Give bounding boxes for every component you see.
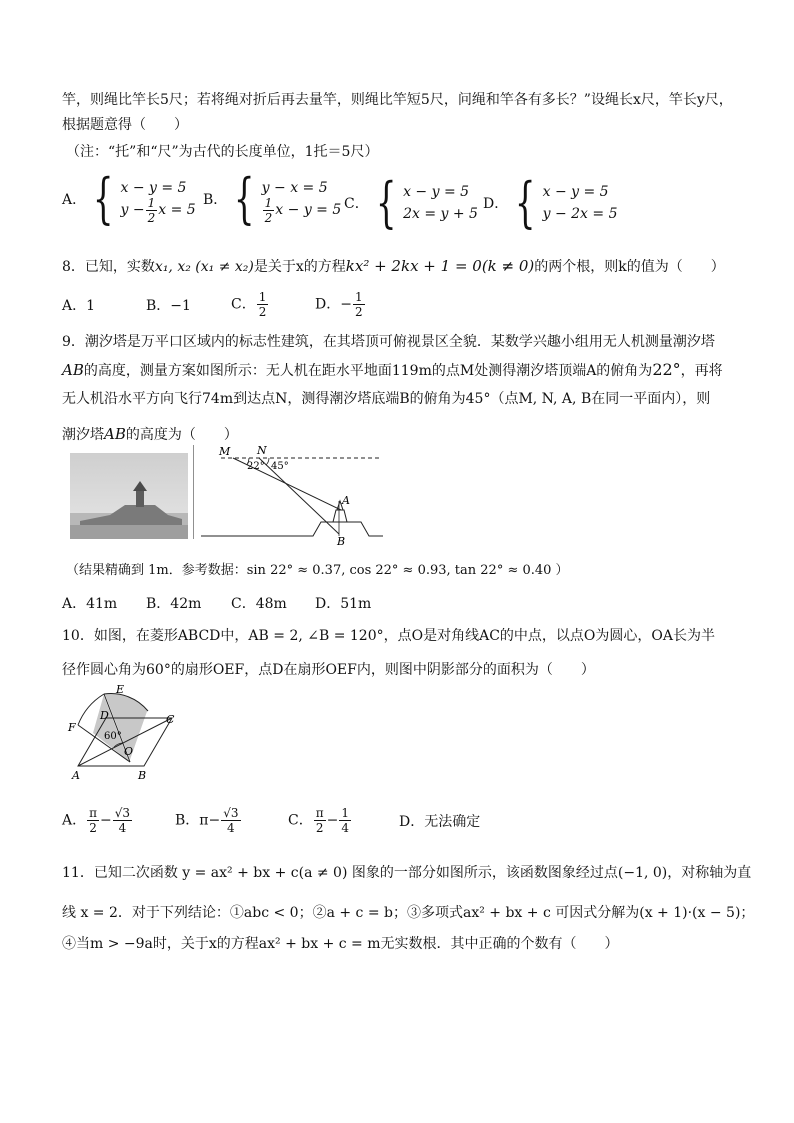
q8-option-a: A．1	[62, 298, 96, 314]
brace-icon: {	[92, 167, 114, 230]
label-b: B	[337, 535, 346, 546]
label-a: A	[342, 494, 350, 507]
equation: y − 2x = 5	[542, 206, 618, 222]
q8-option-b: B．−1	[146, 298, 191, 314]
stem-text: 的高度，测量方案如图所示：无人机在距水平地面119m的点M处测得潮汐塔顶端A的俯角为	[83, 363, 653, 379]
denominator: 2	[147, 210, 156, 225]
angle-arc-45	[266, 458, 269, 465]
option-label: A．	[62, 192, 87, 208]
q10-option-b	[175, 806, 242, 835]
label-e: E	[116, 683, 125, 696]
equation: x − y = 5	[542, 184, 609, 200]
tower-outline	[333, 510, 347, 522]
q7-option-a	[62, 167, 196, 230]
option-label: D．−	[315, 296, 352, 313]
option-label: B．π−	[175, 812, 221, 829]
option-label: A．	[62, 812, 87, 829]
stem-text: ，再将	[680, 363, 723, 379]
q7-option-d	[483, 171, 618, 234]
q10-option-a	[62, 806, 133, 835]
q7-option-b	[203, 167, 342, 230]
q11-stem-line3: ④当m > −9a时，关于x的方程ax² + bx + c = m无实数根．其中正确的个数有（ ）	[62, 936, 619, 952]
option-label: C．	[344, 196, 369, 212]
label-angle-45: 45°	[271, 461, 289, 472]
fraction	[221, 806, 240, 835]
operator: −	[100, 812, 112, 829]
denominator: 2	[354, 305, 363, 319]
label-a: A	[72, 769, 80, 782]
label-n: N	[257, 444, 267, 457]
label-d: D	[100, 709, 109, 722]
option-label: B．	[203, 192, 228, 208]
numerator: 1	[264, 195, 273, 210]
q8-option-d	[315, 290, 366, 319]
numerator: √3	[114, 806, 131, 820]
q9-option-d: D．51m	[315, 596, 372, 612]
stem-text: 8．已知，实数	[62, 259, 155, 275]
tower-photo	[70, 453, 188, 539]
denominator: 4	[341, 821, 349, 835]
fraction	[263, 196, 275, 225]
q11-stem-line2: 线 x = 2．对于下列结论：①abc < 0；②a + c = b；③多项式ax² + bx + c 可因式分解为(x + 1)·(x − 5)；	[62, 905, 755, 921]
stem-text: 的高度为（ ）	[125, 427, 238, 443]
stem-text: 的两个根，则k的值为（ ）	[534, 259, 725, 275]
q10-option-d: D．无法确定	[399, 814, 481, 830]
label-b: B	[138, 769, 147, 782]
q7-stem-line1: 竿，则绳比竿长5尺；若将绳对折后再去量竿，则绳比竿短5尺，问绳和竿各有多长？”设绳长x尺，竿长y尺，	[62, 92, 733, 108]
tower-base-outline	[201, 522, 383, 536]
denominator: 2	[89, 821, 97, 835]
label-o: O	[124, 745, 134, 758]
math-ab: AB	[62, 361, 84, 379]
q8-stem	[62, 256, 725, 277]
q9-stem-line3: 无人机沿水平方向飞行74m到达点N，测得潮汐塔底端B的俯角为45°（点M, N, A, B在同一平面内），则	[62, 391, 711, 407]
angle-22: 22°	[652, 360, 681, 379]
denominator: 2	[264, 210, 273, 225]
option-label: C．	[288, 812, 313, 829]
shaded-region	[93, 693, 148, 762]
fraction	[314, 806, 326, 835]
q7-option-c	[344, 171, 478, 234]
label-f: F	[68, 721, 76, 734]
brace-icon: {	[375, 171, 397, 234]
photo-base	[70, 525, 188, 539]
q7-note: （注：“托”和“尺”为古代的长度单位，1托＝5尺）	[66, 144, 379, 160]
eq-part: x − y = 5	[275, 202, 342, 218]
q9-diagram	[193, 444, 385, 546]
option-label: D．	[483, 196, 509, 212]
q8-option-c	[231, 290, 269, 319]
numerator: π	[89, 806, 98, 820]
q9-option-b: B．42m	[146, 596, 202, 612]
q9-stem-line4	[62, 424, 238, 445]
photo-tower	[136, 491, 144, 507]
q9-option-a: A．41m	[62, 596, 118, 612]
math-ab: AB	[104, 425, 126, 443]
label-m: M	[219, 445, 231, 458]
q9-option-c: C．48m	[231, 596, 287, 612]
fraction	[87, 806, 99, 835]
fraction	[339, 806, 351, 835]
fraction	[353, 290, 365, 319]
q10-stem-line1: 10．如图，在菱形ABCD中，AB = 2, ∠B = 120°，点O是对角线AC的中点，以点O为圆心，OA长为半	[62, 628, 715, 644]
denominator: 4	[227, 821, 235, 835]
stem-text: 潮汐塔	[62, 427, 104, 443]
numerator: π	[315, 806, 324, 820]
q10-diagram	[64, 683, 188, 783]
q7-stem-line2: 根据题意得（ ）	[62, 117, 188, 133]
numerator: √3	[223, 806, 239, 820]
fraction	[113, 806, 132, 835]
fraction	[146, 196, 158, 225]
math-equation: kx² + 2kx + 1 = 0(k ≠ 0)	[345, 257, 535, 275]
eq-part: y −	[120, 202, 145, 218]
label-c: C	[166, 713, 175, 726]
brace-icon: {	[234, 167, 255, 230]
q10-stem-line2: 径作圆心角为60°的扇形OEF，点D在扇形OEF内，则图中阴影部分的面积为（ ）	[62, 662, 595, 678]
equation	[120, 195, 196, 225]
label-angle-60: 60°	[104, 731, 122, 742]
q9-stem-line1: 9．潮汐塔是万平口区域内的标志性建筑，在其塔顶可俯视景区全貌．某数学兴趣小组用无人机测量潮汐塔	[62, 334, 715, 350]
denominator: 2	[315, 821, 324, 835]
q11-stem-line1: 11．已知二次函数 y = ax² + bx + c(a ≠ 0) 图象的一部分如图所示，该函数图象经过点(−1, 0)，对称轴为直	[62, 865, 752, 881]
stem-text: 是关于x的方程	[253, 259, 346, 275]
numerator: 1	[354, 290, 363, 304]
operator: −	[326, 812, 339, 829]
option-label: C．	[231, 296, 256, 313]
equation: 2x = y + 5	[403, 206, 478, 222]
equation: x − y = 5	[403, 184, 470, 200]
q10-option-c	[288, 806, 352, 835]
equation	[262, 195, 342, 225]
equation: y − x = 5	[261, 180, 328, 196]
numerator: 1	[258, 290, 267, 304]
numerator: 1	[147, 195, 156, 210]
brace-icon: {	[515, 171, 536, 234]
label-angle-22: 22°	[247, 461, 265, 472]
numerator: 1	[341, 806, 349, 820]
q9-note: （结果精确到 1m．参考数据：sin 22° ≈ 0.37, cos 22° ≈ 0.93, tan 22° ≈ 0.40 ）	[66, 563, 569, 578]
denominator: 2	[258, 305, 267, 319]
eq-part: x = 5	[158, 202, 196, 218]
math-vars: x₁, x₂ (x₁ ≠ x₂)	[154, 259, 254, 275]
q9-stem-line2	[62, 360, 723, 381]
fraction	[257, 290, 269, 319]
equation: x − y = 5	[120, 180, 187, 196]
denominator: 4	[118, 821, 127, 835]
